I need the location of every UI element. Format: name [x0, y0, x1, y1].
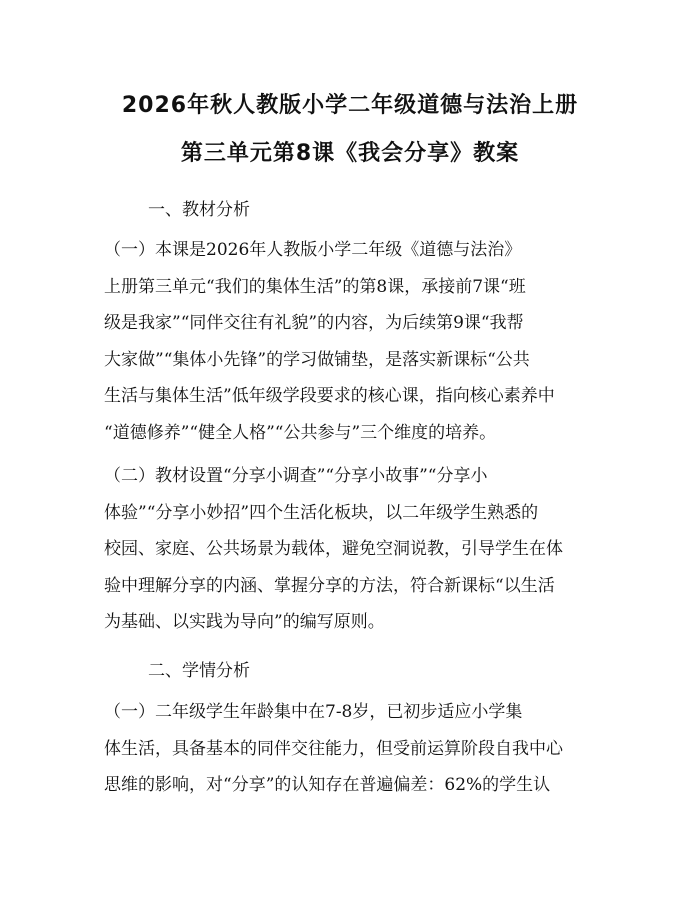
paragraph-line: 上册第三单元“我们的集体生活”的第8课，承接前7课“班 [104, 276, 526, 297]
paragraph-line: 生活与集体生活”低年级学段要求的核心课，指向核心素养中 [104, 386, 555, 406]
paragraph-learner-analysis-1 [104, 694, 602, 804]
document-title-line-2: 第三单元第8课《我会分享》教案 [180, 141, 520, 166]
paragraph-textbook-analysis-2 [104, 458, 602, 641]
paragraph-textbook-analysis-1 [104, 232, 602, 451]
paragraph-line: 体生活，具备基本的同伴交往能力，但受前运算阶段自我中心 [104, 738, 563, 759]
paragraph-line: 级是我家”“同伴交往有礼貌”的内容，为后续第9课“我帮 [104, 313, 524, 333]
paragraph-line: 大家做”“集体小先锋”的学习做铺垫，是落实新课标“公共 [104, 349, 530, 370]
paragraph-line: 验中理解分享的内涵、掌握分享的方法，符合新课标“以生活 [104, 575, 555, 596]
paragraph-line: “道德修养”“健全人格”“公共参与”三个维度的培养。 [104, 422, 497, 443]
paragraph-line: （一）本课是2026年人教版小学二年级《道德与法治》 [104, 240, 522, 260]
section-heading-textbook-analysis: 一、教材分析 [148, 200, 250, 220]
paragraph-line: 为基础、以实践为导向”的编写原则。 [104, 612, 385, 632]
document-title-line-1: 2026年秋人教版小学二年级道德与法治上册 [121, 93, 579, 118]
paragraph-line: （一）二年级学生年龄集中在7-8岁，已初步适应小学集 [104, 702, 523, 722]
section-heading-learner-analysis: 二、学情分析 [148, 661, 250, 681]
paragraph-line: （二）教材设置“分享小调查”“分享小故事”“分享小 [104, 466, 488, 486]
paragraph-line: 校园、家庭、公共场景为载体，避免空洞说教，引导学生在体 [104, 539, 563, 559]
paragraph-line: 体验”“分享小妙招”四个生活化板块，以二年级学生熟悉的 [104, 502, 539, 523]
paragraph-line: 思维的影响，对“分享”的认知存在普遍偏差：62%的学生认 [104, 775, 551, 795]
